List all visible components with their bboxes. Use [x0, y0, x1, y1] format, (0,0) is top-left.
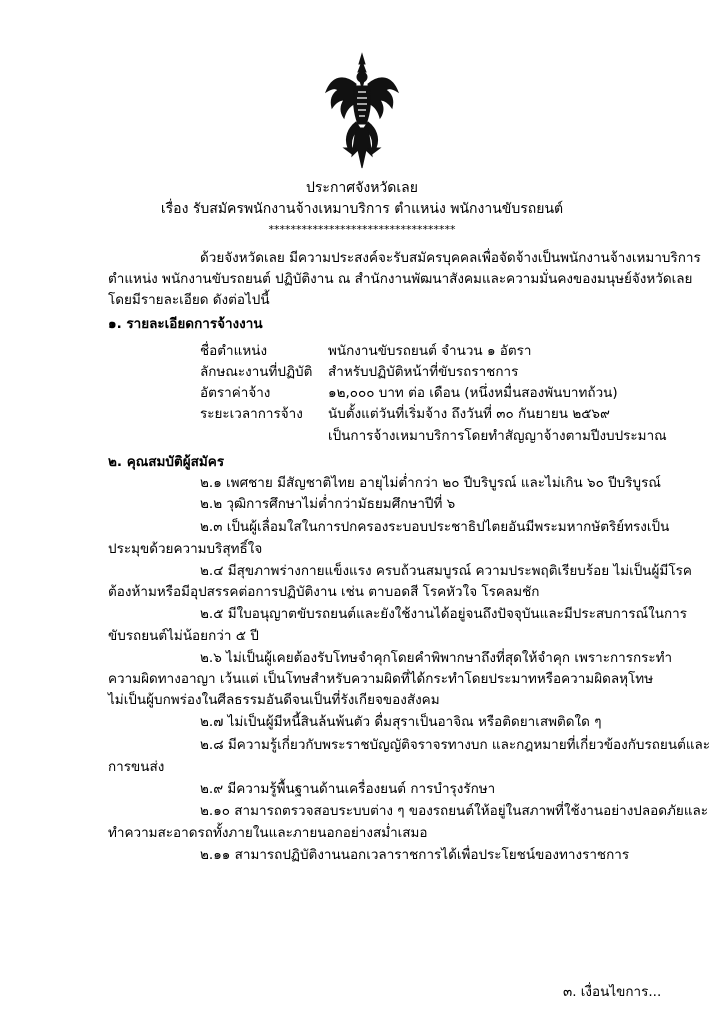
detail-label-term: ระยะเวลาการจ้าง	[200, 406, 303, 422]
qualification-item-8-cont: การขนส่ง	[108, 759, 165, 775]
subject-label: เรื่อง	[160, 201, 189, 217]
page-continuation-note: ๓. เงื่อนไขการ...	[563, 984, 662, 1000]
qualification-item-8: ๒.๘ มีความรู้เกี่ยวกับพระราชบัญญัติจราจรทางบก และกฎหมายที่เกี่ยวข้องกับรถยนต์และ	[200, 737, 711, 753]
announcement-agency: ประกาศจังหวัดเลย	[306, 180, 418, 196]
section-2-heading: ๒. คุณสมบัติผู้สมัคร	[108, 454, 225, 470]
qualification-item-5-cont: ขับรถยนต์ไม่น้อยกว่า ๕ ปี	[108, 628, 259, 644]
qualification-item-4-cont: ต้องห้ามหรือมีอุปสรรคต่อการปฏิบัติงาน เช่น ตาบอดสี โรคหัวใจ โรคลมชัก	[108, 584, 540, 600]
detail-value-term: นับตั้งแต่วันที่เริ่มจ้าง ถึงวันที่ ๓๐ กันยายน ๒๕๖๙	[328, 406, 610, 422]
subject-text: รับสมัครพนักงานจ้างเหมาบริการ ตำแหน่ง พนักงานขับรถยนต์	[192, 201, 564, 217]
qualification-item-6-cont2: ไม่เป็นผู้บกพร่องในศีลธรรมอันดีจนเป็นที่รังเกียจของสังคม	[108, 692, 440, 708]
detail-label-wage: อัตราค่าจ้าง	[200, 385, 271, 401]
garuda-emblem	[322, 52, 402, 172]
header-divider: **********************************	[268, 223, 456, 236]
section-1-heading: ๑. รายละเอียดการจ้างงาน	[108, 316, 263, 332]
qualification-item-1: ๒.๑ เพศชาย มีสัญชาติไทย อายุไม่ต่ำกว่า ๒๐ ปีบริบูรณ์ และไม่เกิน ๖๐ ปีบริบูรณ์	[200, 475, 661, 491]
qualification-item-5: ๒.๕ มีใบอนุญาตขับรถยนต์และยังใช้งานได้อยู่จนถึงปัจจุบันและมีประสบการณ์ในการ	[200, 606, 687, 622]
qualification-item-3: ๒.๓ เป็นผู้เลื่อมใสในการปกครองระบอบประชาธิปไตยอันมีพระมหากษัตริย์ทรงเป็น	[200, 519, 670, 535]
qualification-item-4: ๒.๔ มีสุขภาพร่างกายแข็งแรง ครบถ้วนสมบูรณ์ ความประพฤติเรียบร้อย ไม่เป็นผู้มีโรค	[200, 563, 692, 579]
qualification-item-7: ๒.๗ ไม่เป็นผู้มีหนี้สินล้นพ้นตัว ดื่มสุราเป็นอาจิณ หรือติดยาเสพติดใด ๆ	[200, 714, 602, 730]
qualification-item-3-cont: ประมุขด้วยความบริสุทธิ์ใจ	[108, 541, 263, 557]
detail-value-job-type: สำหรับปฏิบัติหน้าที่ขับรถราชการ	[328, 364, 519, 380]
qualification-item-10-cont: ทำความสะอาดรถทั้งภายในและภายนอกอย่างสม่ำเสมอ	[108, 825, 428, 841]
qualification-item-6-cont: ความผิดทางอาญา เว้นแต่ เป็นโทษสำหรับความผิดที่ได้กระทำโดยประมาทหรือความผิดลหุโทษ	[108, 671, 654, 687]
qualification-item-10: ๒.๑๐ สามารถตรวจสอบระบบต่าง ๆ ของรถยนต์ให้อยู่ในสภาพที่ใช้งานอย่างปลอดภัยและ	[200, 803, 709, 819]
detail-value-wage: ๑๒,๐๐๐ บาท ต่อ เดือน (หนึ่งหมื่นสองพันบาทถ้วน)	[328, 385, 618, 401]
detail-label-position: ชื่อตำแหน่ง	[200, 343, 268, 359]
detail-term-note: เป็นการจ้างเหมาบริการโดยทำสัญญาจ้างตามปีงบประมาณ	[328, 428, 667, 444]
intro-line-2: ตำแหน่ง พนักงานขับรถยนต์ ปฏิบัติงาน ณ สำนักงานพัฒนาสังคมและความมั่นคงของมนุษย์จังหวัดเลย	[108, 271, 693, 287]
qualification-item-9: ๒.๙ มีความรู้พื้นฐานด้านเครื่องยนต์ การบำรุงรักษา	[200, 781, 496, 797]
intro-line-3: โดยมีรายละเอียด ดังต่อไปนี้	[108, 292, 270, 308]
qualification-item-11: ๒.๑๑ สามารถปฏิบัติงานนอกเวลาราชการได้เพื่อประโยชน์ของทางราชการ	[200, 847, 630, 863]
announcement-subject-line	[0, 201, 724, 218]
detail-value-position: พนักงานขับรถยนต์ จำนวน ๑ อัตรา	[328, 343, 532, 359]
qualification-item-6: ๒.๖ ไม่เป็นผู้เคยต้องรับโทษจำคุกโดยคำพิพากษาถึงที่สุดให้จำคุก เพราะการกระทำ	[200, 650, 673, 666]
detail-label-job-type: ลักษณะงานที่ปฏิบัติ	[200, 364, 313, 380]
qualification-item-2: ๒.๒ วุฒิการศึกษาไม่ต่ำกว่ามัธยมศึกษาปีที่ ๖	[200, 496, 456, 512]
intro-line-1: ด้วยจังหวัดเลย มีความประสงค์จะรับสมัครบุคคลเพื่อจัดจ้างเป็นพนักงานจ้างเหมาบริการ	[200, 250, 701, 266]
